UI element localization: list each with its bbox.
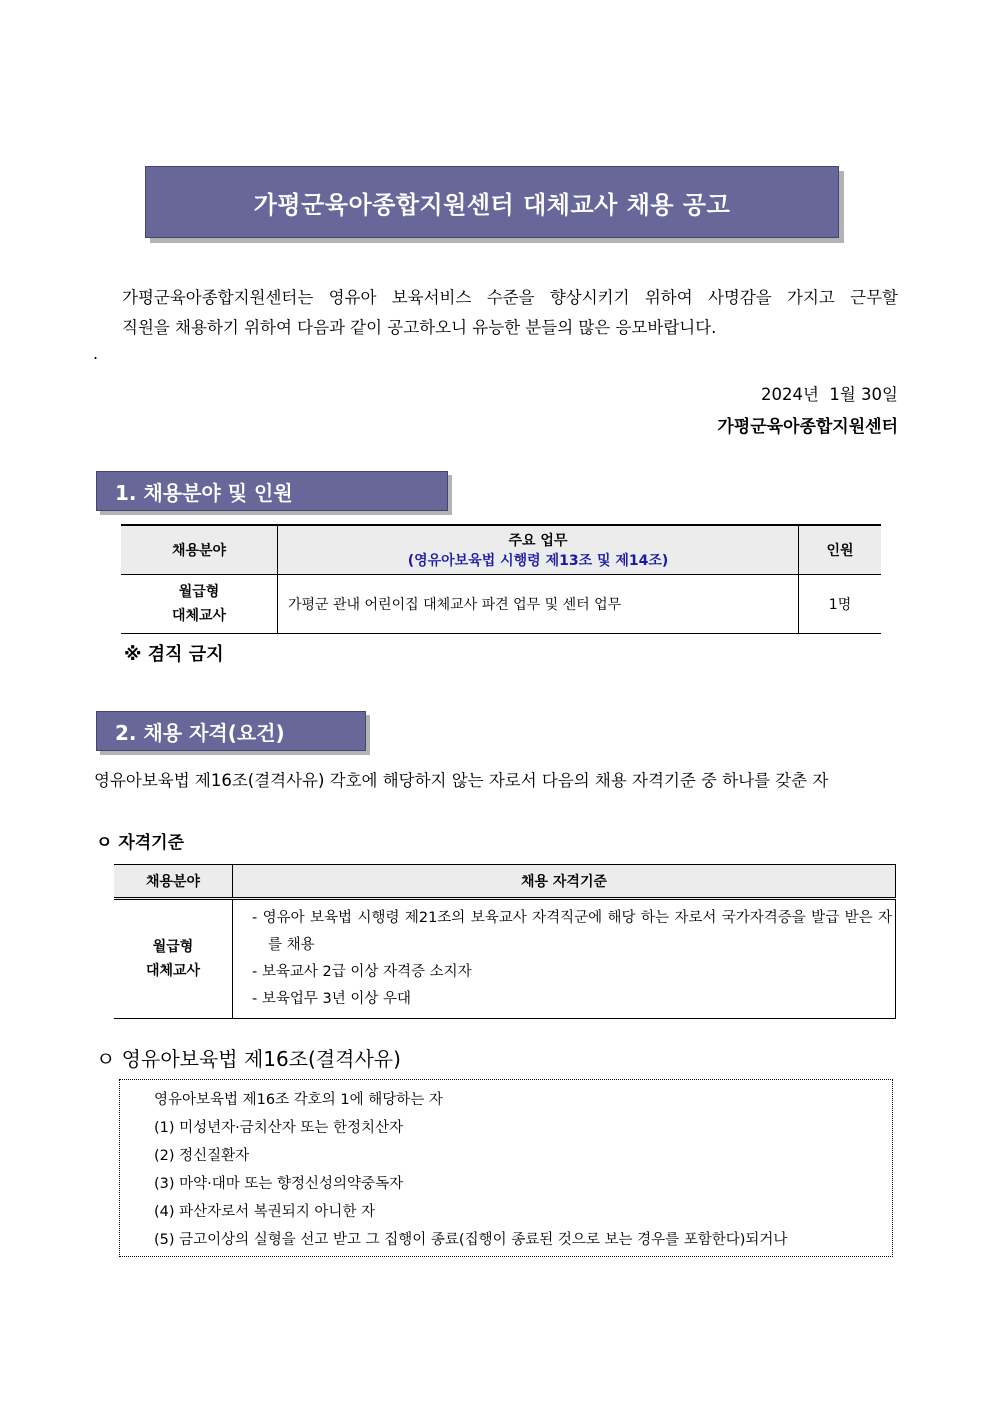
criteria-row	[114, 899, 896, 1019]
criteria-item: - 보육업무 3년 이상 우대	[252, 991, 411, 1007]
section1-heading: 1. 채용분야 및 인원	[96, 471, 448, 511]
recruitment-table	[121, 524, 881, 634]
criteria-item: - 영유아 보육법 시행령 제21조의 보육교사 자격직군에 해당 하는 자로서 국가자격증을 발급 받은 자를 채용	[252, 910, 892, 953]
criteria-header-row	[114, 865, 896, 899]
criteria-header-criteria: 채용 자격기준	[233, 865, 896, 899]
row-field-line2: 대체교사	[171, 608, 227, 624]
disqualify-box	[119, 1079, 893, 1257]
criteria-item: - 보육교사 2급 이상 자격증 소지자	[252, 964, 472, 980]
header-duty-sub: (영유아보육법 시행령 제13조 및 제14조)	[407, 553, 669, 569]
disqualify-item: (4) 파산자로서 복권되지 아니한 자	[154, 1204, 376, 1220]
disqualify-intro: 영유아보육법 제16조 각호의 1에 해당하는 자	[154, 1092, 443, 1108]
row-field-line1: 월급형	[178, 584, 220, 600]
requirement-text: 영유아보육법 제16조(결격사유) 각호에 해당하지 않는 자로서 다음의 채용 자격기준 중 하나를 갖춘 자	[94, 771, 829, 790]
table-row	[121, 575, 881, 634]
disqualify-item: (3) 마약·대마 또는 향정신성의약중독자	[154, 1176, 404, 1192]
criteria-field	[114, 899, 233, 1019]
header-duty	[278, 525, 799, 575]
row-field	[121, 575, 278, 634]
no-side-job-note: ※ 겸직 금지	[124, 644, 224, 665]
row-duty: 가평군 관내 어린이집 대체교사 파견 업무 및 센터 업무	[278, 575, 799, 634]
disqualify-item: (5) 금고이상의 실형을 선고 받고 그 집행이 종료(집행이 종료된 것으로 보는 경우를 포함한다)되거나	[154, 1232, 788, 1248]
announcement-date: 2024년 1월 30일	[760, 385, 898, 404]
organization-name: 가평군육아종합지원센터	[717, 417, 898, 437]
table-header-row	[121, 525, 881, 575]
header-count: 인원	[799, 525, 882, 575]
section2-heading: 2. 채용 자격(요건)	[96, 711, 366, 751]
intro-line-1: 가평군육아종합지원센터는 영유아 보육서비스 수준을 향상시키기 위하여 사명감을 가지고 근무할	[122, 288, 898, 307]
criteria-field-line2: 대체교사	[145, 963, 201, 979]
disqualify-title: ㅇ 영유아보육법 제16조(결격사유)	[96, 1047, 401, 1071]
row-count: 1명	[799, 575, 882, 634]
criteria-list	[233, 899, 896, 1019]
intro-paragraph	[122, 283, 898, 343]
criteria-title: ㅇ 자격기준	[96, 833, 185, 853]
disqualify-item: (1) 미성년자·금치산자 또는 한정치산자	[154, 1120, 404, 1136]
header-duty-label: 주요 업무	[508, 533, 568, 549]
criteria-table	[114, 864, 896, 1019]
criteria-field-line1: 월급형	[152, 939, 194, 955]
page-title: 가평군육아종합지원센터 대체교사 채용 공고	[145, 166, 839, 238]
stray-dot: .	[93, 344, 99, 363]
criteria-header-field: 채용분야	[114, 865, 233, 899]
intro-line-2: 직원을 채용하기 위하여 다음과 같이 공고하오니 유능한 분들의 많은 응모바랍니다.	[122, 318, 717, 337]
disqualify-item: (2) 정신질환자	[154, 1148, 250, 1164]
header-field: 채용분야	[121, 525, 278, 575]
